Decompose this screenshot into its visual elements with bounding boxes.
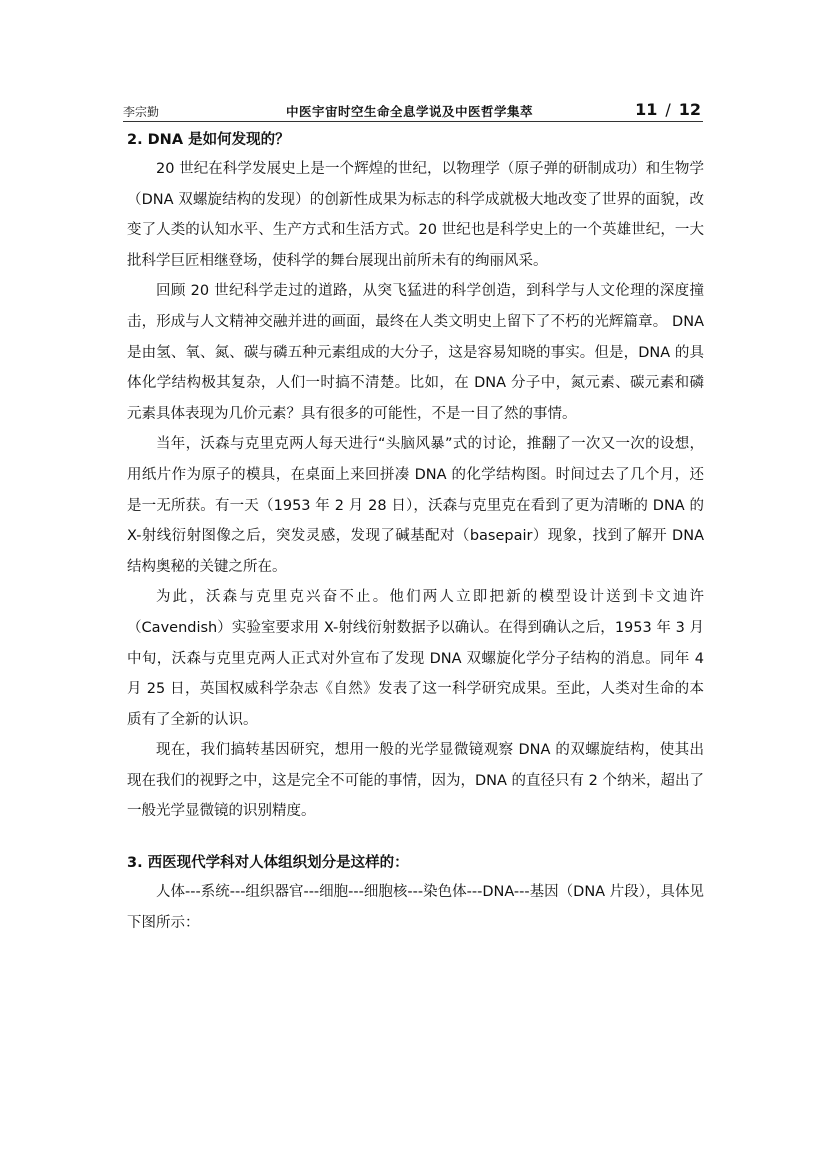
section-3-heading: 3. 西医现代学科对人体组织划分是这样的： [127,855,409,872]
section-2-paragraph-3: 当年，沃森与克里克两人每天进行“头脑风暴”式的讨论，推翻了一次又一次的设想，用纸片作为原子的模具，在桌面上来回拼凑 DNA 的化学结构图。时间过去了几个月，还是一无所获。有一天（1953 年 2 月 28 日），沃森与克里克在看到了更为清晰的 DNA 的 X-射线衍射图像之后，突发灵感，发现了碱基配对（basepair）现象，找到了解开 DNA 结构奥秘的关键之所在。 [127,436,704,575]
section-2-paragraph-5: 现在，我们搞转基因研究，想用一般的光学显微镜观察 DNA 的双螺旋结构，使其出现在我们的视野之中，这是完全不可能的事情，因为，DNA 的直径只有 2 个纳米，超出了一般光学显微镜的识别精度。 [127,742,704,820]
page-number [635,100,701,119]
page-total: 12 [678,100,701,119]
section-2-paragraph-4: 为此，沃森与克里克兴奋不止。他们两人立即把新的模型设计送到卡文迪许（Cavendish）实验室要求用 X-射线衍射数据予以确认。在得到确认之后，1953 年 3 月中旬，沃森与克里克两人正式对外宣布了发现 DNA 双螺旋化学分子结构的消息。同年 4 月 25 日，英国权威科学杂志《自然》发表了这一科学研究成果。至此，人类对生命的本质有了全新的认识。 [127,589,704,728]
section-2-paragraph-2: 回顾 20 世纪科学走过的道路，从突飞猛进的科学创造，到科学与人文伦理的深度撞击，形成与人文精神交融并进的画面，最终在人类文明史上留下了不朽的光辉篇章。 DNA 是由氢、氧、氮、碳与磷五种元素组成的大分子，这是容易知晓的事实。但是，DNA 的具体化学结构极其复杂，人们一时搞不清楚。比如，在 DNA 分子中，氮元素、碳元素和磷元素具体表现为几价元素？具有很多的可能性，不是一目了然的事情。 [127,283,704,422]
header-rule [123,121,703,122]
section-2-heading: 2. DNA 是如何发现的？ [127,132,290,148]
section-3-paragraph-1: 人体---系统---组织器官---细胞---细胞核---染色体---DNA---基因（DNA 片段），具体见下图所示： [127,884,704,931]
header-author: 李宗勤 [123,105,160,119]
section-2-paragraph-1: 20 世纪在科学发展史上是一个辉煌的世纪，以物理学（原子弹的研制成功）和生物学（DNA 双螺旋结构的发现）的创新性成果为标志的科学成就极大地改变了世界的面貌，改变了人类的认知水平、生产方式和生活方式。20 世纪也是科学史上的一个英雄世纪，一大批科学巨匠相继登场，使科学的舞台展现出前所未有的绚丽风采。 [127,161,704,269]
header-book-title: 中医宇宙时空生命全息学说及中医哲学集萃 [286,104,534,119]
page-current: 11 [635,100,658,119]
page-separator: / [665,100,671,119]
main-content [127,126,704,938]
section-gap [127,827,704,849]
running-header [123,100,703,120]
